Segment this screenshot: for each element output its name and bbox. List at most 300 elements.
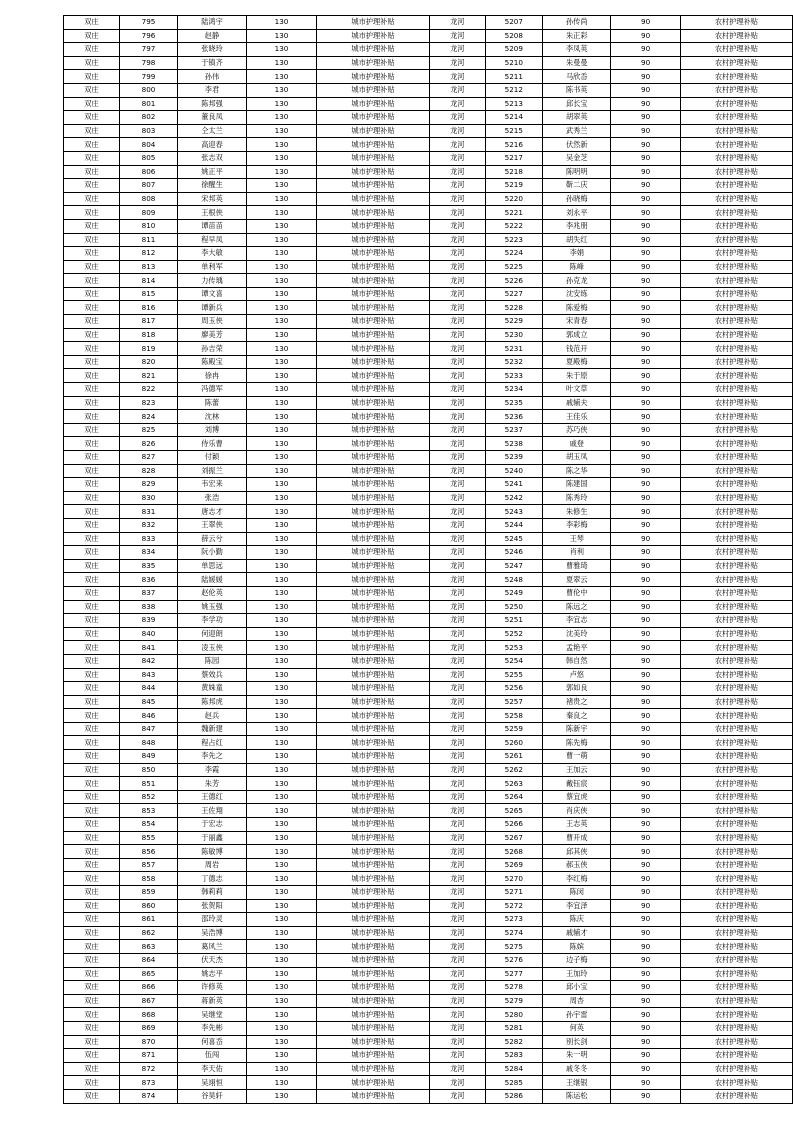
subsidy-type-cell: 城市护理补贴 — [317, 926, 430, 940]
subsidy-type-cell: 农村护理补贴 — [680, 179, 792, 193]
subsidy-type-cell: 农村护理补贴 — [680, 994, 792, 1008]
name-cell: 李凤英 — [543, 43, 611, 57]
subsidy-type-cell: 城市护理补贴 — [317, 233, 430, 247]
table-row — [64, 1076, 430, 1090]
table-row — [64, 967, 430, 981]
amount-cell: 130 — [247, 695, 317, 709]
id-cell: 5234 — [485, 383, 543, 397]
name-cell: 徐醒生 — [178, 179, 247, 193]
amount-cell: 90 — [611, 247, 680, 261]
name-cell: 陈闵 — [543, 886, 611, 900]
table-row — [64, 124, 430, 138]
id-cell: 831 — [120, 505, 178, 519]
town-cell: 双庄 — [64, 192, 120, 206]
id-cell: 803 — [120, 124, 178, 138]
id-cell: 5235 — [485, 396, 543, 410]
subsidy-type-cell: 农村护理补贴 — [680, 858, 792, 872]
id-cell: 5241 — [485, 478, 543, 492]
id-cell: 5255 — [485, 668, 543, 682]
id-cell: 823 — [120, 396, 178, 410]
name-cell: 王佐翔 — [178, 804, 247, 818]
id-cell: 802 — [120, 111, 178, 125]
name-cell: 侍乐曹 — [178, 437, 247, 451]
id-cell: 866 — [120, 981, 178, 995]
amount-cell: 90 — [611, 627, 680, 641]
subsidy-type-cell: 城市护理补贴 — [317, 641, 430, 655]
town-cell: 双庄 — [64, 179, 120, 193]
subsidy-type-cell: 农村护理补贴 — [680, 111, 792, 125]
table-row — [430, 491, 793, 505]
name-cell: 王翠侠 — [178, 518, 247, 532]
id-cell: 871 — [120, 1049, 178, 1063]
amount-cell: 130 — [247, 206, 317, 220]
town-cell: 龙河 — [430, 491, 486, 505]
town-cell: 龙河 — [430, 56, 486, 70]
id-cell: 848 — [120, 736, 178, 750]
subsidy-type-cell: 农村护理补贴 — [680, 151, 792, 165]
table-row — [64, 83, 430, 97]
town-cell: 龙河 — [430, 913, 486, 927]
name-cell: 肖利 — [543, 546, 611, 560]
table-row — [430, 1008, 793, 1022]
subsidy-type-cell: 农村护理补贴 — [680, 437, 792, 451]
name-cell: 李红梅 — [543, 872, 611, 886]
id-cell: 5231 — [485, 342, 543, 356]
name-cell: 蔡宜虎 — [543, 790, 611, 804]
table-row — [430, 818, 793, 832]
id-cell: 799 — [120, 70, 178, 84]
amount-cell: 130 — [247, 641, 317, 655]
table-row — [430, 383, 793, 397]
amount-cell: 130 — [247, 1049, 317, 1063]
id-cell: 804 — [120, 138, 178, 152]
subsidy-type-cell: 农村护理补贴 — [680, 1076, 792, 1090]
name-cell: 何喜岙 — [178, 1035, 247, 1049]
table-row — [64, 179, 430, 193]
subsidy-type-cell: 城市护理补贴 — [317, 505, 430, 519]
id-cell: 5240 — [485, 464, 543, 478]
amount-cell: 90 — [611, 573, 680, 587]
table-row — [430, 410, 793, 424]
town-cell: 双庄 — [64, 532, 120, 546]
id-cell: 5221 — [485, 206, 543, 220]
subsidy-type-cell: 农村护理补贴 — [680, 682, 792, 696]
table-row — [64, 206, 430, 220]
town-cell: 龙河 — [430, 138, 486, 152]
table-row — [430, 464, 793, 478]
name-cell: 李彩梅 — [543, 518, 611, 532]
id-cell: 836 — [120, 573, 178, 587]
amount-cell: 90 — [611, 981, 680, 995]
name-cell: 孙克龙 — [543, 274, 611, 288]
table-row — [430, 328, 793, 342]
name-cell: 韩自然 — [543, 654, 611, 668]
subsidy-type-cell: 农村护理补贴 — [680, 464, 792, 478]
table-row — [430, 1035, 793, 1049]
subsidy-type-cell: 城市护理补贴 — [317, 383, 430, 397]
name-cell: 沈林 — [178, 410, 247, 424]
name-cell: 伏然新 — [543, 138, 611, 152]
id-cell: 5279 — [485, 994, 543, 1008]
amount-cell: 90 — [611, 953, 680, 967]
name-cell: 戚辅夫 — [543, 396, 611, 410]
subsidy-type-cell: 城市护理补贴 — [317, 138, 430, 152]
subsidy-type-cell: 城市护理补贴 — [317, 478, 430, 492]
id-cell: 795 — [120, 16, 178, 30]
table-row — [64, 396, 430, 410]
id-cell: 817 — [120, 315, 178, 329]
amount-cell: 130 — [247, 219, 317, 233]
id-cell: 806 — [120, 165, 178, 179]
name-cell: 叶文草 — [543, 383, 611, 397]
name-cell: 吴继堂 — [178, 1008, 247, 1022]
subsidy-type-cell: 农村护理补贴 — [680, 423, 792, 437]
subsidy-type-cell: 农村护理补贴 — [680, 573, 792, 587]
name-cell: 丁德志 — [178, 872, 247, 886]
name-cell: 郭成立 — [543, 328, 611, 342]
town-cell: 双庄 — [64, 247, 120, 261]
table-row — [64, 1035, 430, 1049]
table-row — [430, 967, 793, 981]
name-cell: 朱正彩 — [543, 29, 611, 43]
name-cell: 胡翠英 — [543, 111, 611, 125]
amount-cell: 130 — [247, 627, 317, 641]
id-cell: 830 — [120, 491, 178, 505]
id-cell: 852 — [120, 790, 178, 804]
id-cell: 818 — [120, 328, 178, 342]
table-row — [64, 682, 430, 696]
town-cell: 双庄 — [64, 328, 120, 342]
name-cell: 陈远之 — [543, 600, 611, 614]
name-cell: 蔡效兵 — [178, 668, 247, 682]
town-cell: 双庄 — [64, 383, 120, 397]
id-cell: 5227 — [485, 287, 543, 301]
amount-cell: 130 — [247, 56, 317, 70]
town-cell: 双庄 — [64, 750, 120, 764]
subsidy-type-cell: 农村护理补贴 — [680, 695, 792, 709]
id-cell: 5266 — [485, 818, 543, 832]
name-cell: 韩莉莉 — [178, 886, 247, 900]
amount-cell: 90 — [611, 165, 680, 179]
name-cell: 王加玲 — [543, 967, 611, 981]
name-cell: 徐冉 — [178, 369, 247, 383]
subsidy-type-cell: 城市护理补贴 — [317, 491, 430, 505]
amount-cell: 90 — [611, 179, 680, 193]
town-cell: 龙河 — [430, 151, 486, 165]
town-cell: 龙河 — [430, 16, 486, 30]
table-row — [430, 872, 793, 886]
subsidy-type-cell: 农村护理补贴 — [680, 546, 792, 560]
name-cell: 戴钰宸 — [543, 777, 611, 791]
subsidy-type-cell: 农村护理补贴 — [680, 165, 792, 179]
name-cell: 仝太兰 — [178, 124, 247, 138]
town-cell: 龙河 — [430, 43, 486, 57]
name-cell: 李先之 — [178, 750, 247, 764]
id-cell: 5274 — [485, 926, 543, 940]
amount-cell: 130 — [247, 165, 317, 179]
town-cell: 龙河 — [430, 233, 486, 247]
table-row — [430, 165, 793, 179]
subsidy-type-cell: 城市护理补贴 — [317, 818, 430, 832]
id-cell: 826 — [120, 437, 178, 451]
table-row — [430, 777, 793, 791]
name-cell: 王佳乐 — [543, 410, 611, 424]
subsidy-type-cell: 农村护理补贴 — [680, 1008, 792, 1022]
town-cell: 双庄 — [64, 627, 120, 641]
id-cell: 811 — [120, 233, 178, 247]
table-row — [430, 546, 793, 560]
name-cell: 于镇齐 — [178, 56, 247, 70]
subsidy-type-cell: 城市护理补贴 — [317, 1062, 430, 1076]
amount-cell: 130 — [247, 233, 317, 247]
town-cell: 双庄 — [64, 491, 120, 505]
subsidy-type-cell: 农村护理补贴 — [680, 383, 792, 397]
table-row — [430, 29, 793, 43]
table-row — [430, 97, 793, 111]
table-row — [64, 274, 430, 288]
amount-cell: 90 — [611, 491, 680, 505]
name-cell: 姚正平 — [178, 165, 247, 179]
subsidy-type-cell: 农村护理补贴 — [680, 940, 792, 954]
town-cell: 双庄 — [64, 777, 120, 791]
town-cell: 龙河 — [430, 206, 486, 220]
table-row — [430, 56, 793, 70]
id-cell: 853 — [120, 804, 178, 818]
town-cell: 龙河 — [430, 451, 486, 465]
table-row — [430, 845, 793, 859]
id-cell: 5219 — [485, 179, 543, 193]
id-cell: 5216 — [485, 138, 543, 152]
name-cell: 李霞 — [178, 763, 247, 777]
table-row — [430, 43, 793, 57]
town-cell: 龙河 — [430, 559, 486, 573]
subsidy-type-cell: 城市护理补贴 — [317, 16, 430, 30]
subsidy-type-cell: 农村护理补贴 — [680, 247, 792, 261]
town-cell: 双庄 — [64, 1089, 120, 1103]
id-cell: 5254 — [485, 654, 543, 668]
name-cell: 李天佑 — [178, 1062, 247, 1076]
table-row — [430, 423, 793, 437]
town-cell: 双庄 — [64, 722, 120, 736]
town-cell: 龙河 — [430, 383, 486, 397]
amount-cell: 90 — [611, 219, 680, 233]
amount-cell: 90 — [611, 614, 680, 628]
subsidy-type-cell: 农村护理补贴 — [680, 274, 792, 288]
name-cell: 宋青春 — [543, 315, 611, 329]
subsidy-type-cell: 城市护理补贴 — [317, 994, 430, 1008]
amount-cell: 90 — [611, 464, 680, 478]
subsidy-type-cell: 农村护理补贴 — [680, 818, 792, 832]
amount-cell: 90 — [611, 124, 680, 138]
name-cell: 于宏志 — [178, 818, 247, 832]
amount-cell: 130 — [247, 111, 317, 125]
amount-cell: 90 — [611, 410, 680, 424]
table-row — [64, 369, 430, 383]
town-cell: 双庄 — [64, 233, 120, 247]
name-cell: 何迎朗 — [178, 627, 247, 641]
town-cell: 双庄 — [64, 478, 120, 492]
town-cell: 龙河 — [430, 940, 486, 954]
town-cell: 龙河 — [430, 219, 486, 233]
table-row — [430, 342, 793, 356]
table-row — [64, 709, 430, 723]
table-row — [64, 736, 430, 750]
id-cell: 5265 — [485, 804, 543, 818]
town-cell: 龙河 — [430, 777, 486, 791]
amount-cell: 130 — [247, 437, 317, 451]
subsidy-type-cell: 农村护理补贴 — [680, 627, 792, 641]
id-cell: 5256 — [485, 682, 543, 696]
table-row — [64, 722, 430, 736]
subsidy-type-cell: 城市护理补贴 — [317, 355, 430, 369]
town-cell: 龙河 — [430, 763, 486, 777]
name-cell: 宋邦英 — [178, 192, 247, 206]
id-cell: 5269 — [485, 858, 543, 872]
amount-cell: 130 — [247, 1076, 317, 1090]
table-row — [430, 138, 793, 152]
amount-cell: 130 — [247, 43, 317, 57]
subsidy-type-cell: 农村护理补贴 — [680, 586, 792, 600]
amount-cell: 130 — [247, 383, 317, 397]
name-cell: 陈邦虎 — [178, 695, 247, 709]
table-row — [64, 1089, 430, 1103]
subsidy-type-cell: 农村护理补贴 — [680, 654, 792, 668]
subsidy-type-cell: 农村护理补贴 — [680, 1021, 792, 1035]
amount-cell: 90 — [611, 301, 680, 315]
right-table — [429, 15, 793, 1104]
amount-cell: 90 — [611, 750, 680, 764]
amount-cell: 130 — [247, 410, 317, 424]
amount-cell: 130 — [247, 573, 317, 587]
amount-cell: 130 — [247, 858, 317, 872]
amount-cell: 130 — [247, 423, 317, 437]
name-cell: 陈峰 — [543, 260, 611, 274]
name-cell: 谭苗苗 — [178, 219, 247, 233]
table-row — [430, 858, 793, 872]
name-cell: 李娟 — [543, 247, 611, 261]
table-row — [430, 981, 793, 995]
name-cell: 凌玉侠 — [178, 641, 247, 655]
left-table — [63, 15, 430, 1104]
table-row — [64, 994, 430, 1008]
amount-cell: 90 — [611, 451, 680, 465]
table-row — [64, 97, 430, 111]
name-cell: 伏天杰 — [178, 953, 247, 967]
name-cell: 陈蕾 — [178, 396, 247, 410]
name-cell: 沈美玲 — [543, 627, 611, 641]
id-cell: 849 — [120, 750, 178, 764]
subsidy-type-cell: 农村护理补贴 — [680, 722, 792, 736]
subsidy-type-cell: 城市护理补贴 — [317, 858, 430, 872]
amount-cell: 90 — [611, 505, 680, 519]
subsidy-type-cell: 农村护理补贴 — [680, 872, 792, 886]
table-row — [64, 777, 430, 791]
town-cell: 龙河 — [430, 886, 486, 900]
table-row — [64, 559, 430, 573]
town-cell: 龙河 — [430, 274, 486, 288]
amount-cell: 90 — [611, 56, 680, 70]
amount-cell: 130 — [247, 1062, 317, 1076]
table-row — [64, 641, 430, 655]
table-row — [430, 505, 793, 519]
subsidy-type-cell: 农村护理补贴 — [680, 790, 792, 804]
id-cell: 5215 — [485, 124, 543, 138]
id-cell: 865 — [120, 967, 178, 981]
town-cell: 双庄 — [64, 97, 120, 111]
name-cell: 刘永平 — [543, 206, 611, 220]
town-cell: 龙河 — [430, 926, 486, 940]
amount-cell: 90 — [611, 274, 680, 288]
table-row — [430, 219, 793, 233]
amount-cell: 90 — [611, 342, 680, 356]
amount-cell: 130 — [247, 872, 317, 886]
town-cell: 双庄 — [64, 967, 120, 981]
amount-cell: 90 — [611, 1035, 680, 1049]
name-cell: 孙宇雷 — [543, 1008, 611, 1022]
subsidy-type-cell: 农村护理补贴 — [680, 1049, 792, 1063]
id-cell: 5275 — [485, 940, 543, 954]
town-cell: 龙河 — [430, 355, 486, 369]
name-cell: 李宜志 — [543, 614, 611, 628]
id-cell: 5222 — [485, 219, 543, 233]
subsidy-type-cell: 农村护理补贴 — [680, 451, 792, 465]
name-cell: 陆鸿宇 — [178, 16, 247, 30]
subsidy-type-cell: 农村护理补贴 — [680, 886, 792, 900]
id-cell: 5251 — [485, 614, 543, 628]
name-cell: 朱于原 — [543, 369, 611, 383]
subsidy-type-cell: 城市护理补贴 — [317, 790, 430, 804]
subsidy-type-cell: 城市护理补贴 — [317, 1021, 430, 1035]
id-cell: 858 — [120, 872, 178, 886]
amount-cell: 90 — [611, 736, 680, 750]
id-cell: 5220 — [485, 192, 543, 206]
subsidy-type-cell: 城市护理补贴 — [317, 70, 430, 84]
amount-cell: 90 — [611, 926, 680, 940]
amount-cell: 90 — [611, 97, 680, 111]
name-cell: 曹一萌 — [543, 750, 611, 764]
name-cell: 陈爱梅 — [543, 301, 611, 315]
id-cell: 5244 — [485, 518, 543, 532]
id-cell: 874 — [120, 1089, 178, 1103]
amount-cell: 90 — [611, 16, 680, 30]
name-cell: 赵兵 — [178, 709, 247, 723]
town-cell: 双庄 — [64, 111, 120, 125]
id-cell: 815 — [120, 287, 178, 301]
id-cell: 5259 — [485, 722, 543, 736]
name-cell: 王根侠 — [178, 206, 247, 220]
id-cell: 5229 — [485, 315, 543, 329]
subsidy-type-cell: 农村护理补贴 — [680, 518, 792, 532]
id-cell: 872 — [120, 1062, 178, 1076]
subsidy-type-cell: 农村护理补贴 — [680, 491, 792, 505]
subsidy-type-cell: 农村护理补贴 — [680, 260, 792, 274]
amount-cell: 90 — [611, 83, 680, 97]
table-row — [430, 750, 793, 764]
subsidy-type-cell: 城市护理补贴 — [317, 899, 430, 913]
id-cell: 801 — [120, 97, 178, 111]
amount-cell: 130 — [247, 750, 317, 764]
subsidy-type-cell: 城市护理补贴 — [317, 43, 430, 57]
town-cell: 龙河 — [430, 342, 486, 356]
town-cell: 龙河 — [430, 709, 486, 723]
town-cell: 双庄 — [64, 641, 120, 655]
name-cell: 陈庆 — [543, 913, 611, 927]
subsidy-type-cell: 农村护理补贴 — [680, 913, 792, 927]
id-cell: 812 — [120, 247, 178, 261]
amount-cell: 130 — [247, 981, 317, 995]
town-cell: 龙河 — [430, 1062, 486, 1076]
table-row — [430, 614, 793, 628]
